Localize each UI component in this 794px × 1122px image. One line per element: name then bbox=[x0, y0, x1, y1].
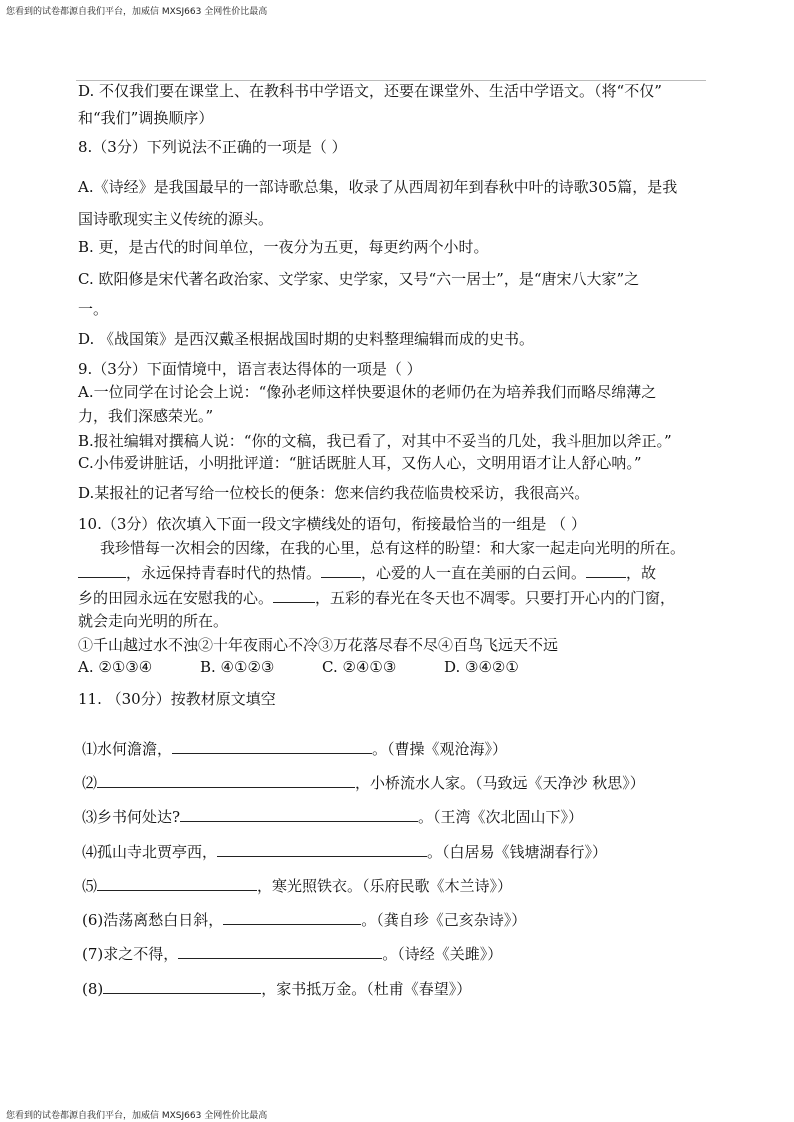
q10-option-c[interactable]: C. ②④①③ bbox=[322, 658, 397, 676]
q10-options bbox=[78, 656, 566, 678]
q10-passage-line2: ，永远保持青春时代的热情。 ，心爱的人一直在美丽的白云间。 ，故 bbox=[78, 562, 656, 584]
q11-blank-1[interactable] bbox=[172, 738, 372, 754]
q11-item-2: ⑵ ，小桥流水人家。（马致远《天净沙 秋思》） bbox=[82, 774, 645, 792]
q10-passage-line4: 就会走向光明的所在。 bbox=[78, 612, 229, 630]
q10-blank-3[interactable] bbox=[586, 562, 626, 578]
q11-item-4: ⑷孤山寺北贾亭西， 。（白居易《钱塘湖春行》） bbox=[82, 843, 608, 861]
q11-item-3: ⑶乡书何处达? 。（王湾《次北固山下》） bbox=[82, 808, 584, 826]
q11-item-6: (6)浩荡离愁白日斜， 。（龚自珍《己亥杂诗》） bbox=[82, 911, 527, 929]
q10-blank-4[interactable] bbox=[273, 587, 315, 603]
q11-blank-3[interactable] bbox=[180, 806, 418, 822]
q11-stem: 11. （30分）按教材原文填空 bbox=[78, 690, 276, 708]
q9-option-b: B.报社编辑对撰稿人说：“你的文稿，我已看了，对其中不妥当的几处，我斗胆加以斧正。” bbox=[78, 432, 672, 450]
q10-option-b[interactable]: B. ④①②③ bbox=[200, 658, 275, 676]
q10-option-d[interactable]: D. ③④②① bbox=[444, 658, 519, 676]
q11-item-8: (8) ，家书抵万金。（杜甫《春望》） bbox=[82, 980, 472, 998]
q10-choices: ①千山越过水不浊②十年夜雨心不冷③万花落尽春不尽④百鸟飞远天不远 bbox=[78, 636, 559, 654]
q10-option-a[interactable]: A. ②①③④ bbox=[78, 658, 153, 676]
q11-item-5: ⑸ ，寒光照铁衣。（乐府民歌《木兰诗》） bbox=[82, 877, 513, 895]
q7-option-d-line2: 和“我们”调换顺序） bbox=[78, 109, 214, 127]
q11-item-1: ⑴水何澹澹， 。（曹操《观沧海》） bbox=[82, 740, 508, 758]
q8-option-a-line1: A.《诗经》是我国最早的一部诗歌总集，收录了从西周初年到春秋中叶的诗歌305篇，是我 bbox=[78, 178, 678, 196]
q11-blank-8[interactable] bbox=[103, 978, 261, 994]
q7-option-d-line1: D. 不仅我们要在课堂上、在教科书中学语文，还要在课堂外、生活中学语文。（将“不仅” bbox=[78, 82, 662, 100]
q8-option-a-line2: 国诗歌现实主义传统的源头。 bbox=[78, 210, 274, 228]
q9-stem: 9.（3分）下面情境中，语言表达得体的一项是（ ） bbox=[78, 360, 422, 378]
q8-option-b: B. 更，是古代的时间单位，一夜分为五更，每更约两个小时。 bbox=[78, 238, 489, 256]
q8-option-c-line2: 一。 bbox=[78, 300, 109, 318]
q10-blank-2[interactable] bbox=[321, 562, 361, 578]
page-footer-watermark: 您看到的试卷都源自我们平台，加威信 MXSJ663 全网性价比最高 bbox=[6, 1111, 268, 1121]
q9-option-a-line2: 力，我们深感荣光。” bbox=[78, 407, 214, 425]
q9-option-d: D.某报社的记者写给一位校长的便条：您来信约我莅临贵校采访，我很高兴。 bbox=[78, 484, 590, 502]
q8-stem: 8.（3分）下列说法不正确的一项是（ ） bbox=[78, 138, 347, 156]
q11-blank-5[interactable] bbox=[97, 875, 257, 891]
q11-blank-4[interactable] bbox=[217, 841, 427, 857]
q11-blank-2[interactable] bbox=[97, 772, 355, 788]
q8-option-c-line1: C. 欧阳修是宋代著名政治家、文学家、史学家，又号“六一居士”，是“唐宋八大家”之 bbox=[78, 270, 640, 288]
q8-option-d: D. 《战国策》是西汉戴圣根据战国时期的史料整理编辑而成的史书。 bbox=[78, 330, 535, 348]
q11-blank-6[interactable] bbox=[223, 909, 361, 925]
q9-option-a-line1: A.一位同学在讨论会上说：“像孙老师这样快要退休的老师仍在为培养我们而略尽绵薄之 bbox=[78, 383, 657, 401]
q10-stem: 10.（3分）依次填入下面一段文字横线处的语句，衔接最恰当的一组是 （ ） bbox=[78, 515, 586, 533]
q10-passage-line1: 我珍惜每一次相会的因缘，在我的心里，总有这样的盼望：和大家一起走向光明的所在。 bbox=[100, 539, 686, 557]
page-header-watermark: 您看到的试卷都源自我们平台，加威信 MXSJ663 全网性价比最高 bbox=[6, 7, 268, 17]
q11-blank-7[interactable] bbox=[178, 943, 382, 959]
q10-blank-1[interactable] bbox=[78, 562, 126, 578]
q10-passage-line3: 乡的田园永远在安慰我的心。 ，五彩的春光在冬天也不凋零。只要打开心内的门窗， bbox=[78, 589, 676, 607]
q11-item-7: (7)求之不得， 。（诗经《关雎》） bbox=[82, 945, 503, 963]
q9-option-c: C.小伟爱讲脏话，小明批评道：“脏话既脏人耳，又伤人心，文明用语才让人舒心呐。” bbox=[78, 454, 642, 472]
